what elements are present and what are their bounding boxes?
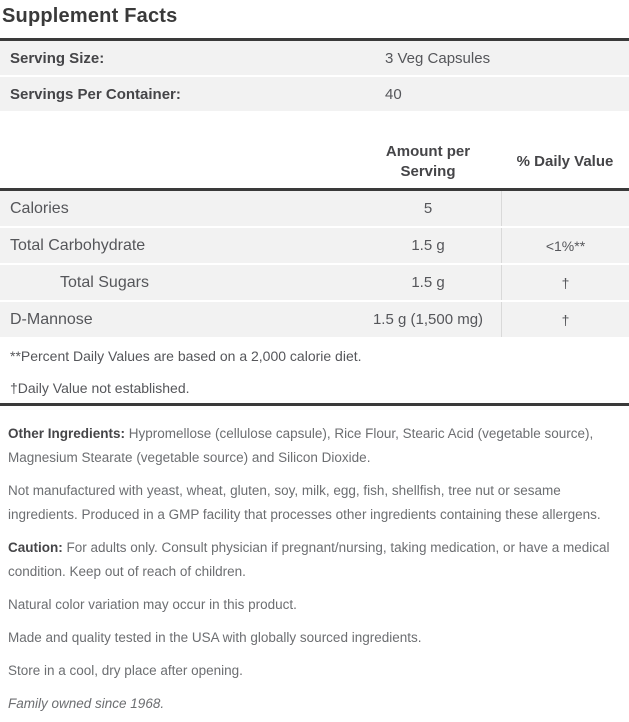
dagger-footnote: †Daily Value not established.: [0, 371, 629, 403]
allergen-paragraph: Not manufactured with yeast, wheat, gluten, soy, milk, egg, fish, shellfish, tree nut or sesame ingredients. Produced in a GMP facility that processes other ingredients containing these allergens.: [8, 483, 601, 522]
serving-size-row: [0, 41, 629, 75]
caution-label: Caution:: [8, 540, 63, 555]
row-amount: 1.5 g: [411, 274, 445, 291]
other-ingredients-label: Other Ingredients:: [8, 426, 126, 441]
row-amount: 5: [423, 200, 433, 217]
table-row-calories: [0, 191, 629, 228]
serving-size-value: 3 Veg Capsules: [385, 49, 491, 67]
page-title: Supplement Facts: [2, 5, 178, 27]
color-variation-note: Natural color variation may occur in this product.: [8, 597, 297, 612]
row-amount: 1.5 g: [411, 237, 445, 254]
daily-value-header: % Daily Value: [516, 153, 614, 170]
servings-per-container-row: [0, 77, 629, 111]
row-daily-value: †: [501, 265, 629, 300]
table-row-total-carbohydrate: [0, 228, 629, 265]
row-name: Total Sugars: [60, 273, 149, 291]
row-name: D-Mannose: [10, 310, 93, 328]
servings-per-container-label: Servings Per Container:: [10, 85, 181, 103]
facts-table-header: [0, 135, 629, 188]
row-name: Total Carbohydrate: [10, 236, 146, 254]
made-in-usa-note: Made and quality tested in the USA with globally sourced ingredients.: [8, 630, 422, 645]
row-name: Calories: [10, 199, 69, 217]
daily-value-footnote: **Percent Daily Values are based on a 2,000 calorie diet.: [0, 339, 629, 371]
storage-note: Store in a cool, dry place after opening.: [8, 663, 243, 678]
row-daily-value: †: [501, 302, 629, 337]
other-ingredients-paragraph: Other Ingredients: Hypromellose (cellulose capsule), Rice Flour, Stearic Acid (vegetable source), Magnesium Stearate (vegetable source) and Silicon Dioxide.: [8, 426, 594, 465]
family-owned-note: Family owned since 1968.: [8, 696, 165, 711]
row-daily-value: [501, 191, 629, 226]
table-row-total-sugars: [0, 265, 629, 302]
row-daily-value: <1%**: [501, 228, 629, 263]
label-notes-section: [0, 406, 629, 716]
serving-size-label: Serving Size:: [10, 49, 105, 67]
row-amount: 1.5 g (1,500 mg): [372, 311, 484, 328]
servings-per-container-value: 40: [385, 85, 402, 103]
caution-paragraph: Caution: For adults only. Consult physician if pregnant/nursing, taking medication, or have a medical condition. Keep out of reach of children.: [8, 540, 610, 579]
amount-per-serving-header: Amount per Serving: [385, 142, 471, 180]
table-row-d-mannose: [0, 302, 629, 339]
